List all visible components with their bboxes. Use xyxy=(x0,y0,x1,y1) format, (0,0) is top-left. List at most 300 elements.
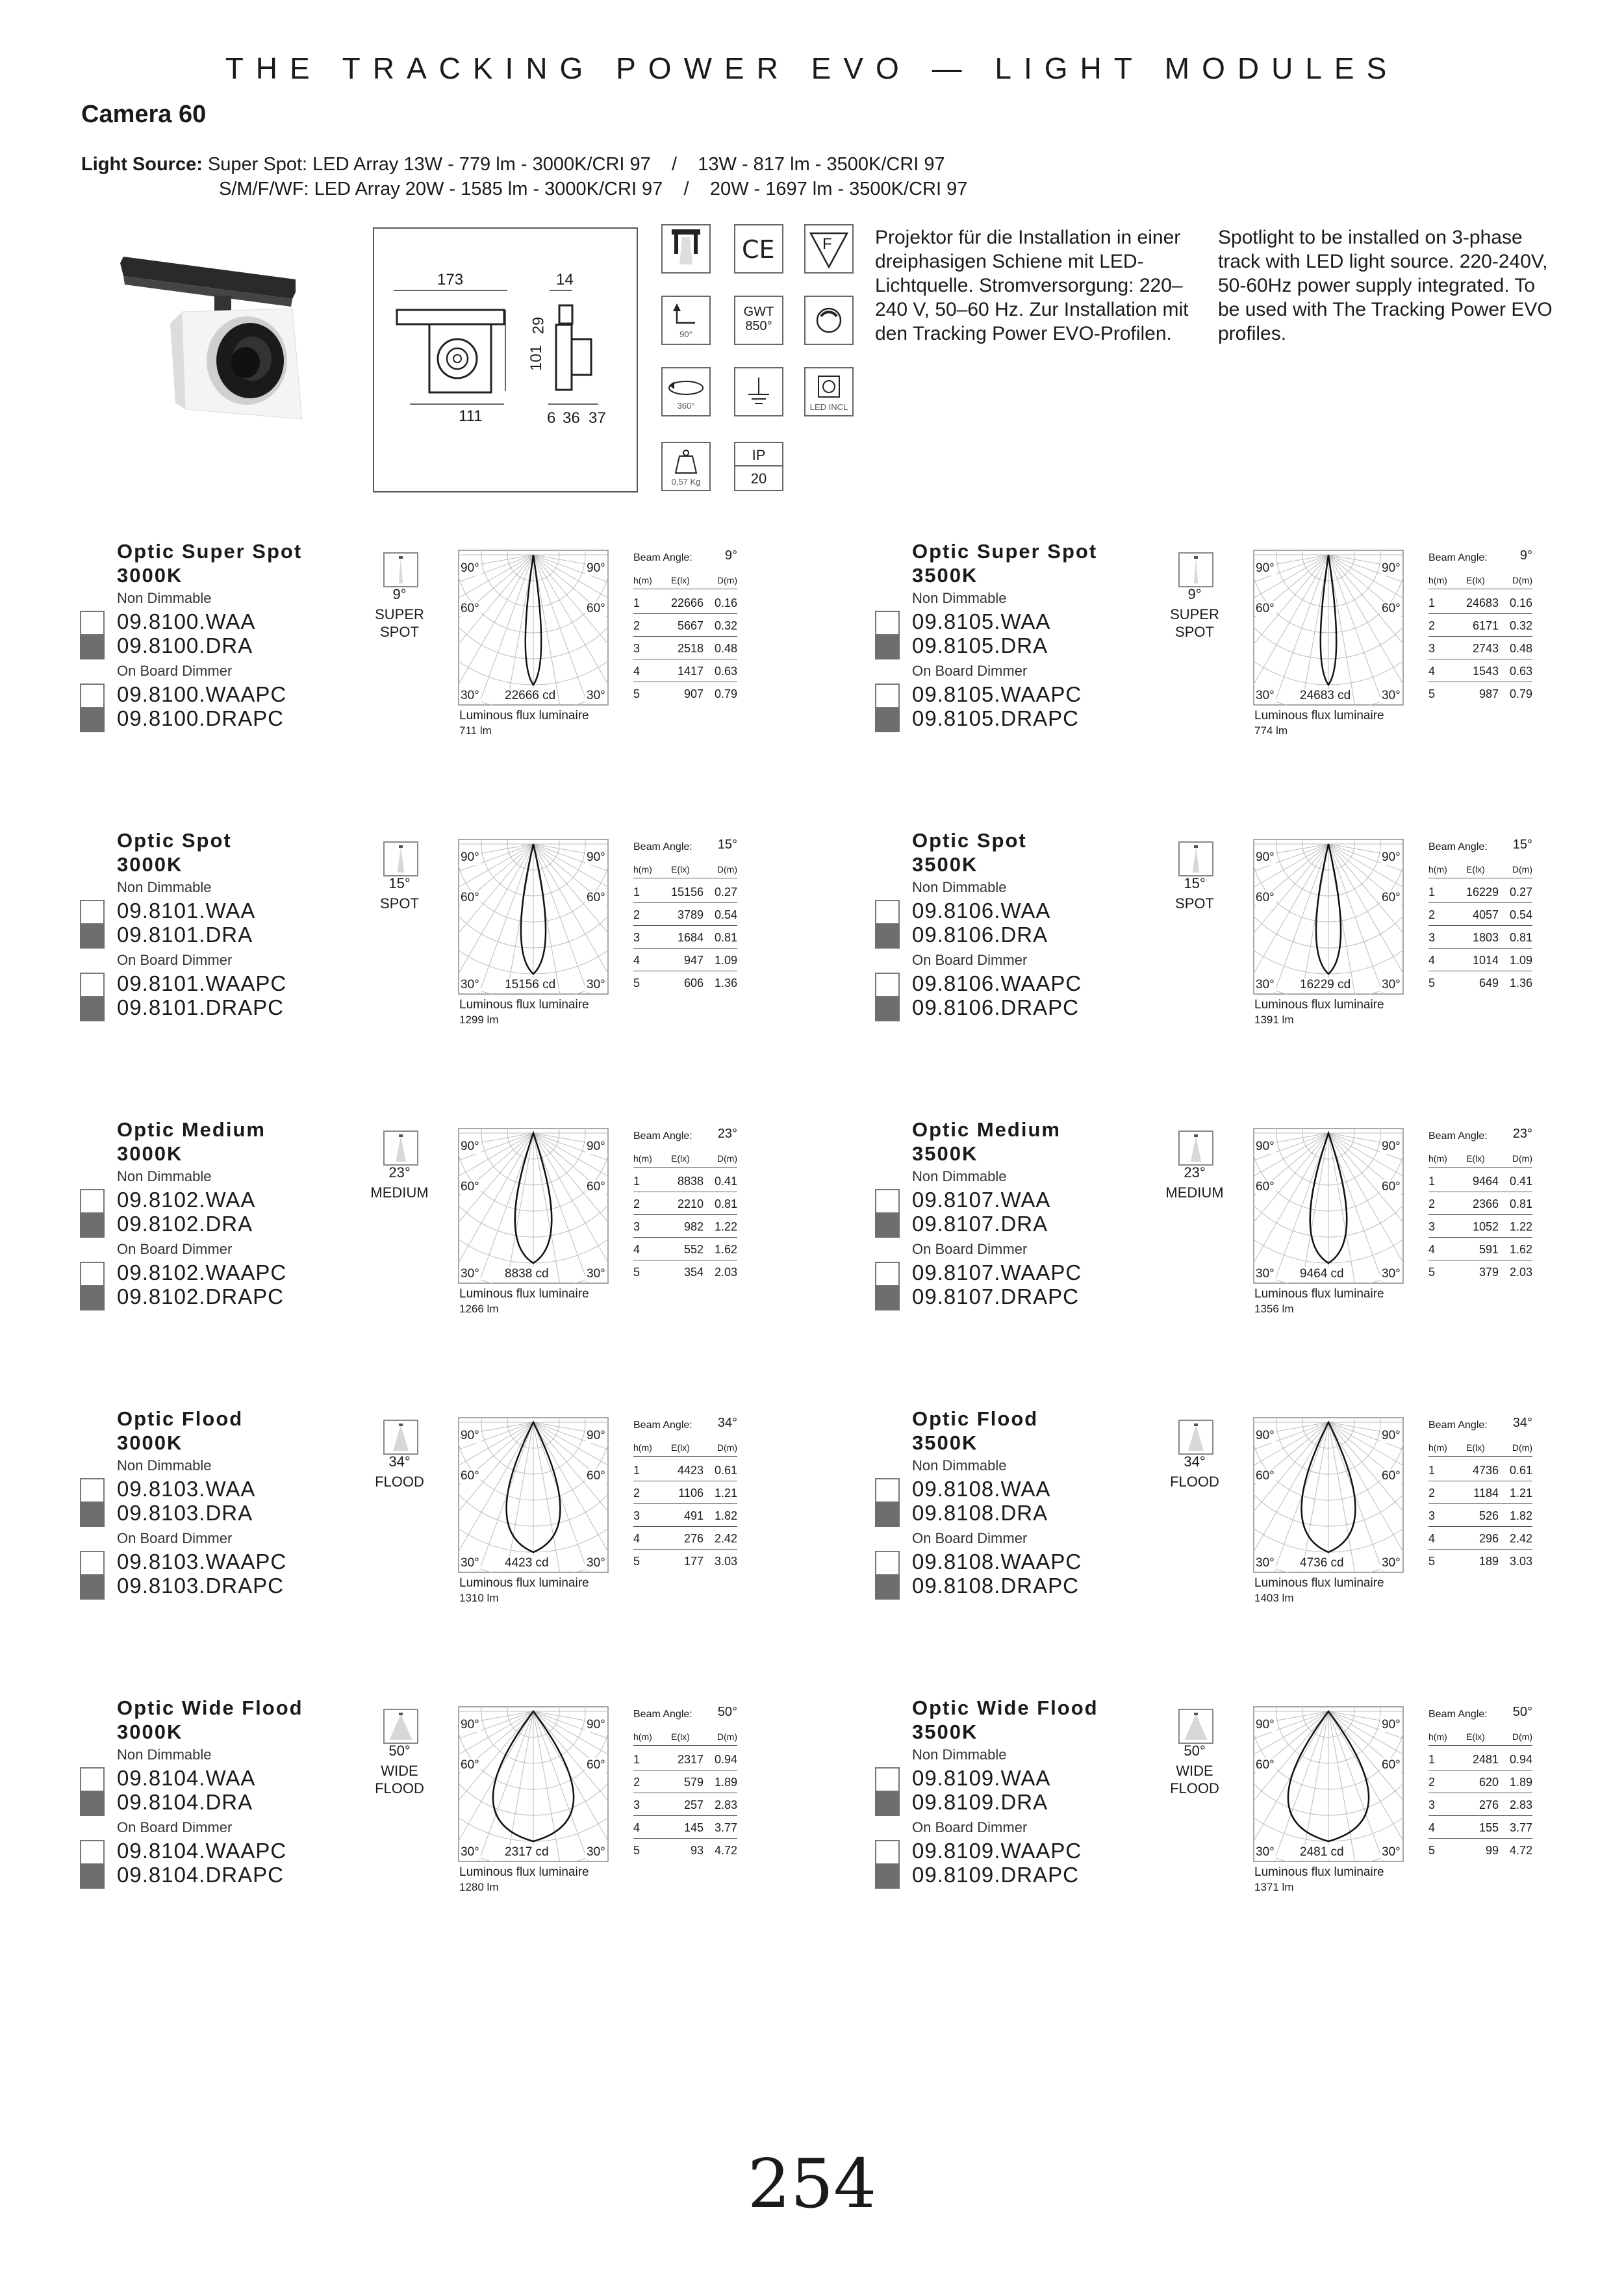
polar-label-30-left: 30° xyxy=(1256,1556,1275,1570)
polar-label-60-right: 60° xyxy=(587,602,605,615)
polar-label-60-left: 60° xyxy=(461,602,479,615)
beam-angle-label: Beam Angle: xyxy=(1428,1131,1488,1142)
luminous-flux-label: Luminous flux luminaire xyxy=(1254,1576,1384,1590)
polar-label-90-left: 90° xyxy=(1256,850,1275,864)
color-swatch-white xyxy=(80,900,105,925)
description-german: Projektor für die Installation in einer dreiphasigen Schiene mit LED-Lichtquelle. Stromversorgung: 220–240 V, 50–60 Hz. Zur Installation mit den Tracking Power EVO-Profilen. xyxy=(875,227,1189,344)
cell-height: 3 xyxy=(1428,1509,1436,1522)
beam-degree-label: 15° xyxy=(1184,875,1206,891)
article-code: 09.8108.DRA xyxy=(912,1501,1048,1525)
polar-label-90-right: 90° xyxy=(1382,1140,1401,1153)
color-swatch-white xyxy=(875,1767,900,1792)
beam-type-label: SUPER SPOT xyxy=(1170,606,1219,640)
table-row xyxy=(1428,880,1532,903)
cell-height: 4 xyxy=(1428,954,1436,967)
cell-diameter: 0.41 xyxy=(714,1175,737,1188)
polar-label-60-left: 60° xyxy=(1256,1469,1275,1483)
table-header-rule xyxy=(633,1456,737,1457)
color-swatch-grey xyxy=(80,1791,105,1816)
cell-illuminance: 2366 xyxy=(1472,1197,1499,1210)
color-swatch-white xyxy=(80,1551,105,1576)
article-code: 09.8104.WAAPC xyxy=(117,1839,287,1863)
col-header-e: E(lx) xyxy=(1466,1731,1485,1742)
dim-36: 36 xyxy=(563,409,580,427)
article-code: 09.8102.WAA xyxy=(117,1188,256,1212)
beam-angle-label: Beam Angle: xyxy=(633,1420,692,1431)
luminous-flux-label: Luminous flux luminaire xyxy=(459,998,589,1012)
polar-label-30-right: 30° xyxy=(1382,1267,1401,1281)
cell-diameter: 1.36 xyxy=(714,977,737,990)
cell-diameter: 1.22 xyxy=(1509,1220,1532,1233)
cell-diameter: 1.82 xyxy=(714,1509,737,1522)
polar-diagram xyxy=(1253,550,1404,709)
article-code: 09.8106.WAA xyxy=(912,899,1051,923)
cell-diameter: 1.09 xyxy=(714,954,737,967)
optic-section xyxy=(912,828,1624,1075)
article-code: 09.8102.WAAPC xyxy=(117,1260,287,1284)
cell-illuminance: 2210 xyxy=(677,1197,704,1210)
article-code: 09.8103.WAAPC xyxy=(117,1550,287,1574)
luminous-flux xyxy=(459,997,589,1027)
cell-illuminance: 982 xyxy=(683,1220,704,1233)
table-row xyxy=(1428,1816,1532,1839)
light-source-label: Light Source: xyxy=(81,154,203,175)
cell-height: 3 xyxy=(633,642,641,655)
polar-label-90-left: 90° xyxy=(1256,1718,1275,1731)
polar-label-60-right: 60° xyxy=(1382,1469,1401,1483)
non-dimmable-label: Non Dimmable xyxy=(117,879,212,895)
table-header-rule xyxy=(1428,1745,1532,1746)
description-english: Spotlight to be installed on 3-phase track with LED light source. 220-240V, 50-60Hz power supply integrated. To be used with The Tracking Power EVO profiles. xyxy=(1218,227,1553,344)
cell-height: 4 xyxy=(633,1532,641,1545)
table-row xyxy=(1428,591,1532,614)
polar-label-90-right: 90° xyxy=(587,1140,605,1153)
article-code: 09.8108.WAAPC xyxy=(912,1550,1082,1574)
cell-diameter: 0.81 xyxy=(1509,931,1532,944)
cell-diameter: 2.42 xyxy=(1509,1532,1532,1545)
cell-illuminance: 1184 xyxy=(1473,1487,1499,1500)
luminous-flux-value: 1391 lm xyxy=(1254,1014,1294,1026)
table-row xyxy=(633,1169,737,1192)
cell-diameter: 1.62 xyxy=(714,1243,737,1256)
cell-illuminance: 8838 xyxy=(677,1175,704,1188)
luminous-flux xyxy=(1254,997,1384,1027)
section-title: Optic Spot 3000K xyxy=(117,829,232,876)
candela-value: 16229 cd xyxy=(1300,978,1351,991)
polar-label-30-right: 30° xyxy=(587,1845,605,1859)
page-number: 254 xyxy=(747,2144,877,2223)
cell-diameter: 0.63 xyxy=(714,665,737,678)
article-code: 09.8107.DRAPC xyxy=(912,1284,1079,1309)
cell-diameter: 2.42 xyxy=(714,1532,737,1545)
polar-label-60-right: 60° xyxy=(1382,1758,1401,1772)
cell-illuminance: 1684 xyxy=(677,931,704,944)
beam-type-label: MEDIUM xyxy=(1165,1184,1224,1201)
section-title: Optic Wide Flood 3500K xyxy=(912,1696,1098,1743)
beam-cone-icon xyxy=(1178,1420,1213,1455)
cell-illuminance: 296 xyxy=(1478,1532,1499,1545)
cell-illuminance: 189 xyxy=(1478,1555,1499,1568)
cell-diameter: 1.21 xyxy=(1509,1487,1532,1500)
candela-value: 8838 cd xyxy=(505,1267,549,1281)
color-swatch-white xyxy=(875,1189,900,1214)
dim-101: 101 xyxy=(527,344,546,372)
cell-height: 1 xyxy=(1428,1175,1436,1188)
polar-label-60-left: 60° xyxy=(461,1469,479,1483)
cell-illuminance: 177 xyxy=(683,1555,704,1568)
polar-label-90-right: 90° xyxy=(587,1429,605,1442)
luminous-flux-label: Luminous flux luminaire xyxy=(1254,998,1384,1012)
polar-label-30-right: 30° xyxy=(1382,1556,1401,1570)
table-header-rule xyxy=(633,1167,737,1168)
cell-illuminance: 99 xyxy=(1485,1844,1499,1857)
col-header-e: E(lx) xyxy=(671,864,690,875)
color-swatch-grey xyxy=(875,1791,900,1816)
cell-diameter: 0.79 xyxy=(714,687,737,700)
cell-height: 2 xyxy=(1428,1776,1436,1789)
candela-value: 24683 cd xyxy=(1300,689,1351,702)
cell-height: 4 xyxy=(1428,1821,1436,1834)
cell-height: 4 xyxy=(633,665,641,678)
col-header-e: E(lx) xyxy=(1466,575,1485,585)
luminous-flux-value: 1371 lm xyxy=(1254,1881,1294,1893)
polar-diagram xyxy=(458,1128,609,1287)
cell-height: 1 xyxy=(633,596,641,609)
table-row xyxy=(633,926,737,949)
cell-height: 2 xyxy=(633,1487,641,1500)
polar-label-30-right: 30° xyxy=(587,1556,605,1570)
dim-173: 173 xyxy=(437,271,464,288)
cell-illuminance: 155 xyxy=(1478,1821,1499,1834)
beam-degree-label: 9° xyxy=(392,586,407,602)
optic-section xyxy=(117,1696,864,1943)
luminous-flux xyxy=(1254,1576,1384,1605)
light-source-line2: S/M/F/WF: LED Array 20W - 1585 lm - 3000K/CRI 97 / 20W - 1697 lm - 3500K/CRI 97 xyxy=(219,179,968,199)
polar-diagram xyxy=(458,839,609,998)
polar-diagram xyxy=(458,550,609,709)
table-row xyxy=(1428,1550,1532,1572)
table-header-rule xyxy=(633,1745,737,1746)
polar-diagram xyxy=(1253,1128,1404,1287)
table-row xyxy=(1428,637,1532,659)
candela-value: 22666 cd xyxy=(505,689,556,702)
col-header-d: D(m) xyxy=(717,1442,737,1453)
table-row xyxy=(633,971,737,993)
luminous-flux-label: Luminous flux luminaire xyxy=(459,1287,589,1301)
color-swatch-grey xyxy=(875,1575,900,1600)
polar-label-30-right: 30° xyxy=(1382,1845,1401,1859)
article-code: 09.8100.DRAPC xyxy=(117,706,284,730)
cell-illuminance: 4736 xyxy=(1472,1464,1499,1477)
col-header-e: E(lx) xyxy=(671,1442,690,1453)
cell-height: 2 xyxy=(1428,1487,1436,1500)
cell-height: 2 xyxy=(1428,1197,1436,1210)
polar-label-30-left: 30° xyxy=(461,1845,479,1859)
col-header-e: E(lx) xyxy=(671,1731,690,1742)
col-header-e: E(lx) xyxy=(1466,864,1485,875)
cell-illuminance: 4423 xyxy=(677,1464,704,1477)
table-row xyxy=(1428,949,1532,971)
col-header-h: h(m) xyxy=(1428,1442,1447,1453)
cell-diameter: 0.27 xyxy=(1509,886,1532,899)
non-dimmable-label: Non Dimmable xyxy=(912,1457,1007,1474)
beam-angle-value: 15° xyxy=(1512,837,1532,852)
cell-height: 2 xyxy=(1428,619,1436,632)
cell-illuminance: 379 xyxy=(1478,1266,1499,1279)
cell-diameter: 0.81 xyxy=(714,1197,737,1210)
table-row xyxy=(633,637,737,659)
luminous-flux xyxy=(1254,1865,1384,1895)
table-row xyxy=(1428,659,1532,682)
article-code: 09.8109.DRAPC xyxy=(912,1863,1079,1887)
table-row xyxy=(1428,903,1532,926)
polar-label-60-right: 60° xyxy=(587,891,605,904)
luminous-flux-value: 1299 lm xyxy=(459,1014,499,1026)
cell-illuminance: 276 xyxy=(683,1532,704,1545)
section-title: Optic Super Spot 3000K xyxy=(117,540,303,587)
cell-height: 5 xyxy=(633,1266,641,1279)
color-swatch-white xyxy=(875,1262,900,1286)
table-row xyxy=(633,1215,737,1238)
cell-height: 3 xyxy=(633,931,641,944)
cell-illuminance: 6171 xyxy=(1472,619,1499,632)
cell-height: 4 xyxy=(633,1821,641,1834)
luminous-flux-value: 1403 lm xyxy=(1254,1592,1294,1604)
beam-angle-value: 9° xyxy=(1519,548,1532,563)
polar-label-30-right: 30° xyxy=(587,689,605,702)
color-swatch-white xyxy=(80,683,105,708)
table-row xyxy=(1428,1839,1532,1861)
table-row xyxy=(1428,1260,1532,1283)
col-header-d: D(m) xyxy=(1512,1731,1532,1742)
cell-height: 5 xyxy=(633,977,641,990)
polar-label-90-left: 90° xyxy=(1256,1140,1275,1153)
table-row xyxy=(633,903,737,926)
cell-height: 3 xyxy=(1428,1220,1436,1233)
color-swatch-grey xyxy=(80,1502,105,1527)
article-code: 09.8102.DRA xyxy=(117,1212,253,1236)
cell-diameter: 0.94 xyxy=(1509,1753,1532,1766)
cell-diameter: 0.54 xyxy=(1509,908,1532,921)
table-row xyxy=(1428,926,1532,949)
article-code: 09.8105.DRA xyxy=(912,633,1048,658)
col-header-d: D(m) xyxy=(717,1153,737,1164)
polar-label-30-left: 30° xyxy=(1256,1845,1275,1859)
track-icon xyxy=(661,224,711,274)
article-code: 09.8104.WAA xyxy=(117,1766,256,1790)
color-swatch-grey xyxy=(875,708,900,732)
section-title: Optic Super Spot 3500K xyxy=(912,540,1098,587)
section-title: Optic Flood 3000K xyxy=(117,1407,244,1454)
cell-illuminance: 606 xyxy=(683,977,704,990)
color-swatch-grey xyxy=(875,1502,900,1527)
col-header-e: E(lx) xyxy=(671,575,690,585)
table-header-rule xyxy=(1428,1456,1532,1457)
cell-diameter: 1.22 xyxy=(714,1220,737,1233)
polar-label-90-right: 90° xyxy=(587,561,605,575)
cell-illuminance: 15156 xyxy=(670,886,704,899)
candela-value: 9464 cd xyxy=(1300,1267,1344,1281)
cell-diameter: 0.63 xyxy=(1509,665,1532,678)
col-header-e: E(lx) xyxy=(1466,1442,1485,1453)
on-board-dimmer-label: On Board Dimmer xyxy=(912,952,1028,968)
cell-diameter: 0.32 xyxy=(714,619,737,632)
non-dimmable-label: Non Dimmable xyxy=(912,590,1007,606)
color-swatch-grey xyxy=(80,997,105,1021)
table-row xyxy=(1428,1192,1532,1215)
polar-label-60-right: 60° xyxy=(587,1180,605,1194)
color-swatch-white xyxy=(80,1189,105,1214)
cell-illuminance: 24683 xyxy=(1465,596,1499,609)
cell-diameter: 4.72 xyxy=(714,1844,737,1857)
candela-value: 4423 cd xyxy=(505,1556,549,1570)
article-code: 09.8101.DRAPC xyxy=(117,995,284,1019)
col-header-h: h(m) xyxy=(1428,864,1447,875)
col-header-d: D(m) xyxy=(1512,864,1532,875)
table-header-rule xyxy=(1428,1167,1532,1168)
beam-degree-label: 50° xyxy=(388,1743,411,1759)
cell-diameter: 1.21 xyxy=(714,1487,737,1500)
polar-label-60-right: 60° xyxy=(1382,1180,1401,1194)
polar-label-30-right: 30° xyxy=(1382,978,1401,991)
cell-diameter: 1.82 xyxy=(1509,1509,1532,1522)
table-row xyxy=(633,880,737,903)
article-code: 09.8103.DRA xyxy=(117,1501,253,1525)
ce-mark-icon xyxy=(734,224,783,274)
cell-diameter: 0.32 xyxy=(1509,619,1532,632)
table-row xyxy=(633,1192,737,1215)
cell-diameter: 1.62 xyxy=(1509,1243,1532,1256)
polar-label-30-left: 30° xyxy=(1256,978,1275,991)
beam-angle-value: 50° xyxy=(717,1705,737,1719)
article-code: 09.8101.WAA xyxy=(117,899,256,923)
on-board-dimmer-label: On Board Dimmer xyxy=(912,663,1028,679)
cell-height: 5 xyxy=(1428,1844,1436,1857)
luminous-flux-value: 1310 lm xyxy=(459,1592,499,1604)
beam-angle-label: Beam Angle: xyxy=(1428,841,1488,852)
cell-diameter: 4.72 xyxy=(1509,1844,1532,1857)
beam-type-label: FLOOD xyxy=(1170,1474,1219,1490)
article-code: 09.8102.DRAPC xyxy=(117,1284,284,1309)
table-row xyxy=(1428,1238,1532,1260)
polar-label-90-right: 90° xyxy=(1382,561,1401,575)
svg-text:CE: CE xyxy=(742,235,775,264)
article-code: 09.8106.DRA xyxy=(912,923,1048,947)
cell-diameter: 2.83 xyxy=(1509,1798,1532,1811)
cell-height: 4 xyxy=(1428,665,1436,678)
section-title: Optic Flood 3500K xyxy=(912,1407,1039,1454)
cell-illuminance: 2481 xyxy=(1472,1753,1499,1766)
luminous-flux-label: Luminous flux luminaire xyxy=(1254,1865,1384,1879)
col-header-h: h(m) xyxy=(633,1153,652,1164)
cell-illuminance: 93 xyxy=(690,1844,704,1857)
table-row xyxy=(1428,1459,1532,1481)
color-swatch-grey xyxy=(875,1213,900,1238)
luminous-flux xyxy=(1254,708,1384,738)
cell-diameter: 2.03 xyxy=(714,1266,737,1279)
col-header-h: h(m) xyxy=(1428,1153,1447,1164)
table-row xyxy=(633,1770,737,1793)
color-swatch-white xyxy=(875,1840,900,1865)
polar-diagram xyxy=(1253,1417,1404,1576)
table-row xyxy=(1428,1770,1532,1793)
article-code: 09.8105.DRAPC xyxy=(912,706,1079,730)
luminous-flux-label: Luminous flux luminaire xyxy=(459,1865,589,1879)
cell-diameter: 3.77 xyxy=(714,1821,737,1834)
col-header-d: D(m) xyxy=(1512,575,1532,585)
polar-label-60-left: 60° xyxy=(1256,1758,1275,1772)
beam-type-label: WIDE FLOOD xyxy=(375,1763,424,1796)
optic-section xyxy=(117,1118,864,1364)
on-board-dimmer-label: On Board Dimmer xyxy=(117,1819,233,1835)
polar-label-90-right: 90° xyxy=(1382,1429,1401,1442)
color-swatch-grey xyxy=(875,1286,900,1310)
color-swatch-grey xyxy=(875,997,900,1021)
non-dimmable-label: Non Dimmable xyxy=(117,1168,212,1184)
table-row xyxy=(633,1748,737,1770)
col-header-e: E(lx) xyxy=(671,1153,690,1164)
col-header-d: D(m) xyxy=(1512,1153,1532,1164)
candela-value: 15156 cd xyxy=(505,978,556,991)
cell-height: 4 xyxy=(633,1243,641,1256)
col-header-h: h(m) xyxy=(1428,1731,1447,1742)
cell-height: 2 xyxy=(1428,908,1436,921)
col-header-d: D(m) xyxy=(1512,1442,1532,1453)
cell-diameter: 0.48 xyxy=(1509,642,1532,655)
beam-type-label: FLOOD xyxy=(375,1474,424,1490)
table-row xyxy=(1428,614,1532,637)
f-mark-icon: F xyxy=(804,224,854,274)
cell-diameter: 0.41 xyxy=(1509,1175,1532,1188)
luminous-flux-label: Luminous flux luminaire xyxy=(1254,709,1384,722)
color-swatch-grey xyxy=(80,924,105,949)
non-dimmable-label: Non Dimmable xyxy=(117,1457,212,1474)
cell-height: 2 xyxy=(633,1197,641,1210)
tilt-icon: 90° xyxy=(661,296,711,345)
beam-angle-value: 34° xyxy=(1512,1416,1532,1430)
cell-illuminance: 987 xyxy=(1478,687,1499,700)
table-row xyxy=(633,949,737,971)
polar-label-90-left: 90° xyxy=(461,1429,479,1442)
color-swatch-white xyxy=(80,1478,105,1503)
cell-height: 4 xyxy=(633,954,641,967)
color-swatch-white xyxy=(875,973,900,997)
beam-type-label: SUPER SPOT xyxy=(375,606,424,640)
cell-diameter: 0.81 xyxy=(1509,1197,1532,1210)
cell-diameter: 1.89 xyxy=(1509,1776,1532,1789)
beam-degree-label: 34° xyxy=(1184,1453,1206,1470)
ip-rating-icon: IP 20 xyxy=(734,442,783,491)
cell-diameter: 2.03 xyxy=(1509,1266,1532,1279)
polar-label-60-right: 60° xyxy=(587,1758,605,1772)
polar-label-90-left: 90° xyxy=(461,850,479,864)
beam-cone-icon xyxy=(383,1420,418,1455)
article-code: 09.8109.WAAPC xyxy=(912,1839,1082,1863)
beam-cone-icon xyxy=(1178,552,1213,587)
optic-section xyxy=(912,1696,1624,1943)
article-code: 09.8100.WAA xyxy=(117,609,256,633)
polar-label-90-right: 90° xyxy=(1382,850,1401,864)
cell-diameter: 3.03 xyxy=(714,1555,737,1568)
beam-cone-icon xyxy=(383,1131,418,1166)
lens-icon xyxy=(804,296,854,345)
polar-label-60-right: 60° xyxy=(587,1469,605,1483)
section-title: Optic Medium 3000K xyxy=(117,1118,266,1165)
cell-diameter: 1.09 xyxy=(1509,954,1532,967)
col-header-d: D(m) xyxy=(717,864,737,875)
polar-label-90-left: 90° xyxy=(1256,1429,1275,1442)
table-row xyxy=(633,614,737,637)
